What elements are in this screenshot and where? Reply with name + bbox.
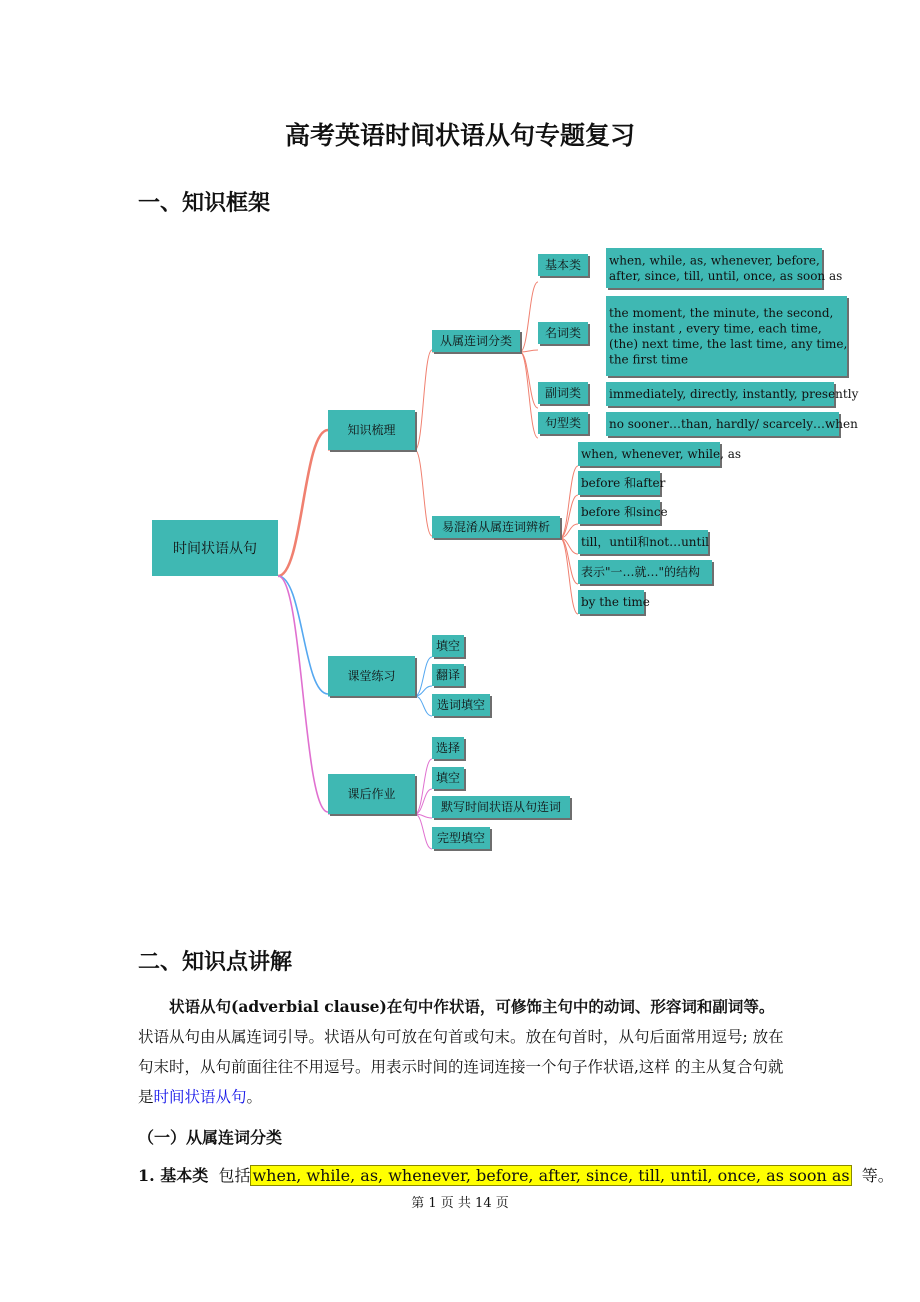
branch-knowledge [278,430,328,576]
homework-item-4-label: 完型填空 [436,831,486,846]
confusion-item-6-label: by the time [581,595,650,610]
branch-homework-item-2 [415,789,432,814]
category-adverb-content-label: immediately, directly, instantly, presently [609,387,859,402]
branch-homework-item-4 [415,814,432,849]
confusion-item-5-label: 表示"一…就…"的结构 [581,565,701,580]
category-noun-content-line-2: the instant , every time, each time, [609,321,822,336]
category-basic-content-line-1: when, while, as, whenever, before, [609,253,820,268]
item-pre: 包括 [218,1166,251,1185]
section-heading-explanation: 二、知识点讲解 [138,949,293,975]
item-post: 等。 [861,1166,894,1185]
practice-item-2-label: 翻译 [435,668,461,683]
homework-item-1-label: 选择 [435,741,461,756]
item-basic-type [138,1163,894,1186]
category-adverb-label: 副词类 [544,386,582,401]
branch-homework-item-1 [415,759,432,814]
page-footer: 第 1 页 共 14 页 [411,1196,509,1211]
node-classification-label: 从属连词分类 [439,334,513,349]
branch-confusion-item-1 [560,466,578,538]
confusion-item-2-label: before 和after [581,476,666,491]
branch-category-1 [520,282,538,352]
node-practice-label: 课堂练习 [347,669,396,684]
confusion-item-1-label: when, whenever, while, as [581,447,742,462]
category-noun-label: 名词类 [544,326,582,341]
confusion-item-4-label: till，until和not…until [581,535,710,550]
node-confusion-label: 易混淆从属连词辨析 [441,520,551,535]
intro-body: 状语从句由从属连词引导。状语从句可放在句首或句末。放在句首时，从句后面常用逗号; 放在句末时，从句前面往往不用逗号。用表示时间的连词连接一个句子作状语,这样 的主从复合句就是 [138,1028,784,1106]
intro-lead: 状语从句(adverbial clause)在句中作状语，可修饰主句中的动词、形容词和副词等。 [169,997,775,1016]
subheading-classification: （一）从属连词分类 [138,1128,283,1147]
category-basic-label: 基本类 [544,258,582,273]
branch-classification [415,350,432,450]
node-homework-label: 课后作业 [347,787,396,802]
branch-confusion [415,450,432,536]
intro-highlight: 时间状语从句 [153,1088,247,1106]
category-basic-content-line-2: after, since, till, until, once, as soon as [609,269,843,283]
homework-item-3-label: 默写时间状语从句连词 [440,800,562,815]
branch-practice-item-3 [415,696,432,716]
intro-paragraph [138,992,786,1112]
category-noun-content-line-1: the moment, the minute, the second, [609,305,834,320]
document-title: 高考英语时间状语从句专题复习 [284,121,635,150]
practice-item-3-label: 选词填空 [436,698,486,713]
intro-end: 。 [246,1088,263,1106]
root-node-label: 时间状语从句 [173,540,257,557]
practice-item-1-label: 填空 [435,639,461,654]
confusion-item-3-label: before 和since [581,505,668,520]
branch-practice-item-1 [415,657,432,696]
item-label: 1. 基本类 [138,1166,209,1185]
section-heading-framework: 一、知识框架 [138,190,271,216]
branch-confusion-item-6 [560,538,578,614]
branch-homework [278,576,328,812]
category-pattern-label: 句型类 [544,416,582,431]
conjunction-highlight: when, while, as, whenever, before, after, since, till, until, once, as soon as [252,1166,850,1185]
category-noun-content-line-4: the first time [609,352,689,367]
category-noun-content-line-3: (the) next time, the last time, any time, [609,337,848,351]
homework-item-2-label: 填空 [435,771,461,786]
category-pattern-content-label: no sooner…than, hardly/ scarcely…when [609,417,858,432]
branch-practice [278,576,328,694]
node-knowledge-label: 知识梳理 [347,423,396,438]
branch-category-4 [520,352,538,438]
